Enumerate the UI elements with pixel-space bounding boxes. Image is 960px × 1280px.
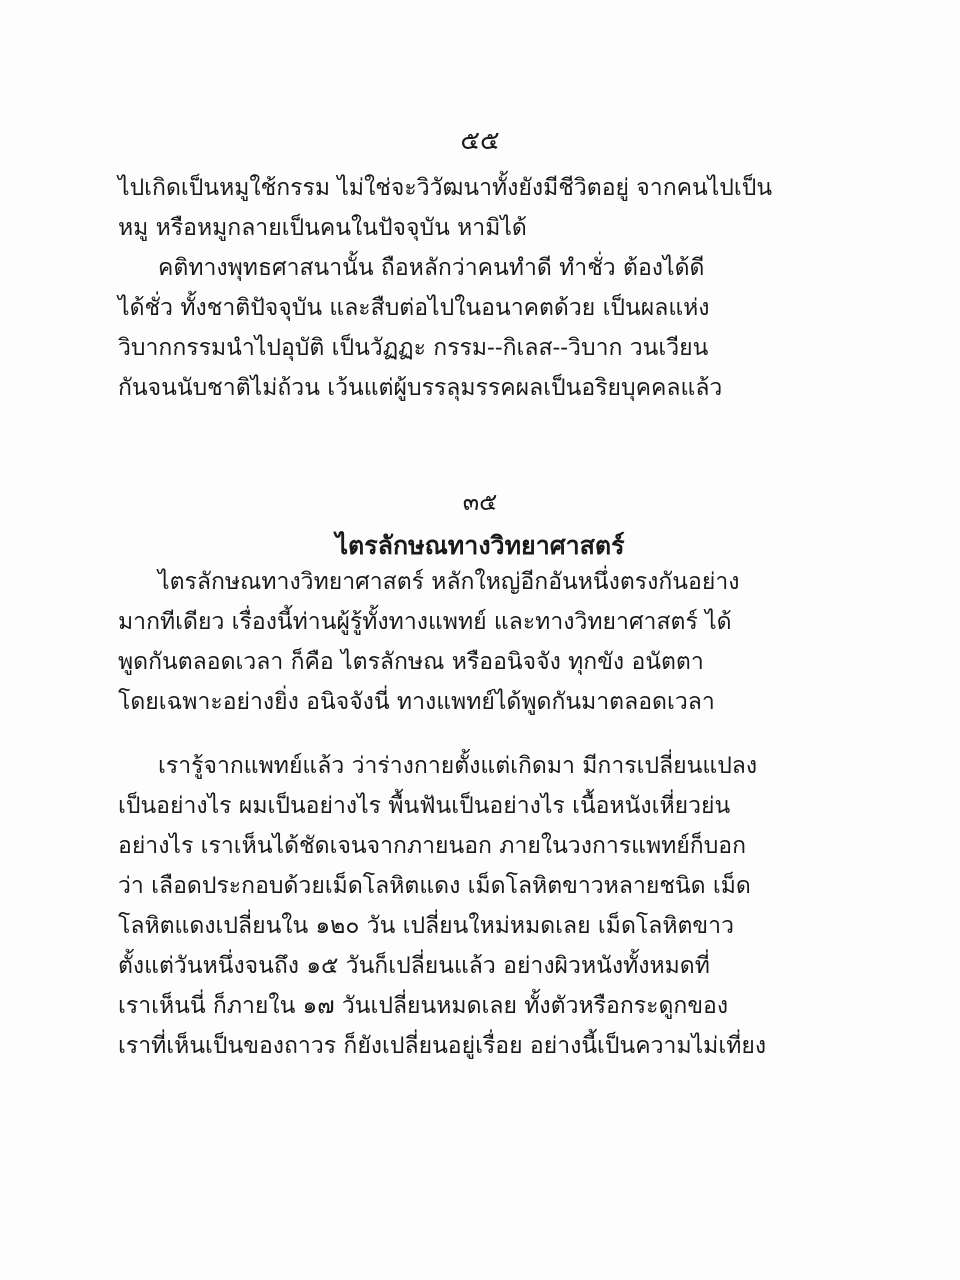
- paragraph-continuation: [118, 168, 798, 408]
- text-line: กันจนนับชาติไม่ถ้วน เว้นแต่ผู้บรรลุมรรคผลเป็นอริยบุคคลแล้ว: [118, 375, 723, 401]
- section-title: ไตรลักษณทางวิทยาศาสตร์: [335, 531, 625, 560]
- text-line: ไปเกิดเป็นหมูใช้กรรม ไม่ใช่จะวิวัฒนาทั้งยังมีชีวิตอยู่ จากคนไปเป็น: [118, 175, 773, 201]
- section-number: ๓๕: [462, 488, 498, 516]
- text-line: อย่างไร เราเห็นได้ชัดเจนจากภายนอก ภายในวงการแพทย์ก็บอก: [118, 833, 747, 859]
- text-line: เรารู้จากแพทย์แล้ว ว่าร่างกายตั้งแต่เกิดมา มีการเปลี่ยนแปลง: [158, 753, 758, 779]
- text-line: หมู หรือหมูกลายเป็นคนในปัจจุบัน หามิได้: [118, 215, 527, 241]
- text-line: เราเห็นนี่ ก็ภายใน ๑๗ วันเปลี่ยนหมดเลย ทั้งตัวหรือกระดูกของ: [118, 993, 729, 1019]
- text-line: คติทางพุทธศาสนานั้น ถือหลักว่าคนทำดี ทำชั่ว ต้องได้ดี: [158, 255, 705, 281]
- text-line: มากทีเดียว เรื่องนี้ท่านผู้รู้ทั้งทางแพทย์ และทางวิทยาศาสตร์ ได้: [118, 609, 732, 635]
- text-line: เราที่เห็นเป็นของถาวร ก็ยังเปลี่ยนอยู่เรื่อย อย่างนี้เป็นความไม่เที่ยง: [118, 1033, 767, 1059]
- text-line: พูดกันตลอดเวลา ก็คือ ไตรลักษณ หรืออนิจจัง ทุกขัง อนัตตา: [118, 649, 704, 675]
- paragraph-body: [118, 746, 798, 1066]
- text-line: เป็นอย่างไร ผมเป็นอย่างไร พื้นฟันเป็นอย่างไร เนื้อหนังเหี่ยวย่น: [118, 793, 731, 819]
- text-line: ว่า เลือดประกอบด้วยเม็ดโลหิตแดง เม็ดโลหิตขาวหลายชนิด เม็ด: [118, 873, 751, 899]
- text-line: ไตรลักษณทางวิทยาศาสตร์ หลักใหญ่อีกอันหนึ่งตรงกันอย่าง: [158, 569, 740, 595]
- text-line: โลหิตแดงเปลี่ยนใน ๑๒๐ วัน เปลี่ยนใหม่หมดเลย เม็ดโลหิตขาว: [118, 913, 734, 939]
- text-line: โดยเฉพาะอย่างยิ่ง อนิจจังนี่ ทางแพทย์ได้พูดกันมาตลอดเวลา: [118, 689, 715, 715]
- text-line: ตั้งแต่วันหนึ่งจนถึง ๑๕ วันก็เปลี่ยนแล้ว อย่างผิวหนังทั้งหมดที่: [118, 953, 710, 979]
- paragraph-intro: [118, 562, 798, 722]
- text-line: วิบากกรรมนำไปอุบัติ เป็นวัฏฏะ กรรม--กิเลส--วิบาก วนเวียน: [118, 335, 709, 361]
- text-line: ได้ชั่ว ทั้งชาติปัจจุบัน และสืบต่อไปในอนาคตด้วย เป็นผลแห่ง: [118, 295, 710, 321]
- page-number: ๕๕: [460, 126, 500, 156]
